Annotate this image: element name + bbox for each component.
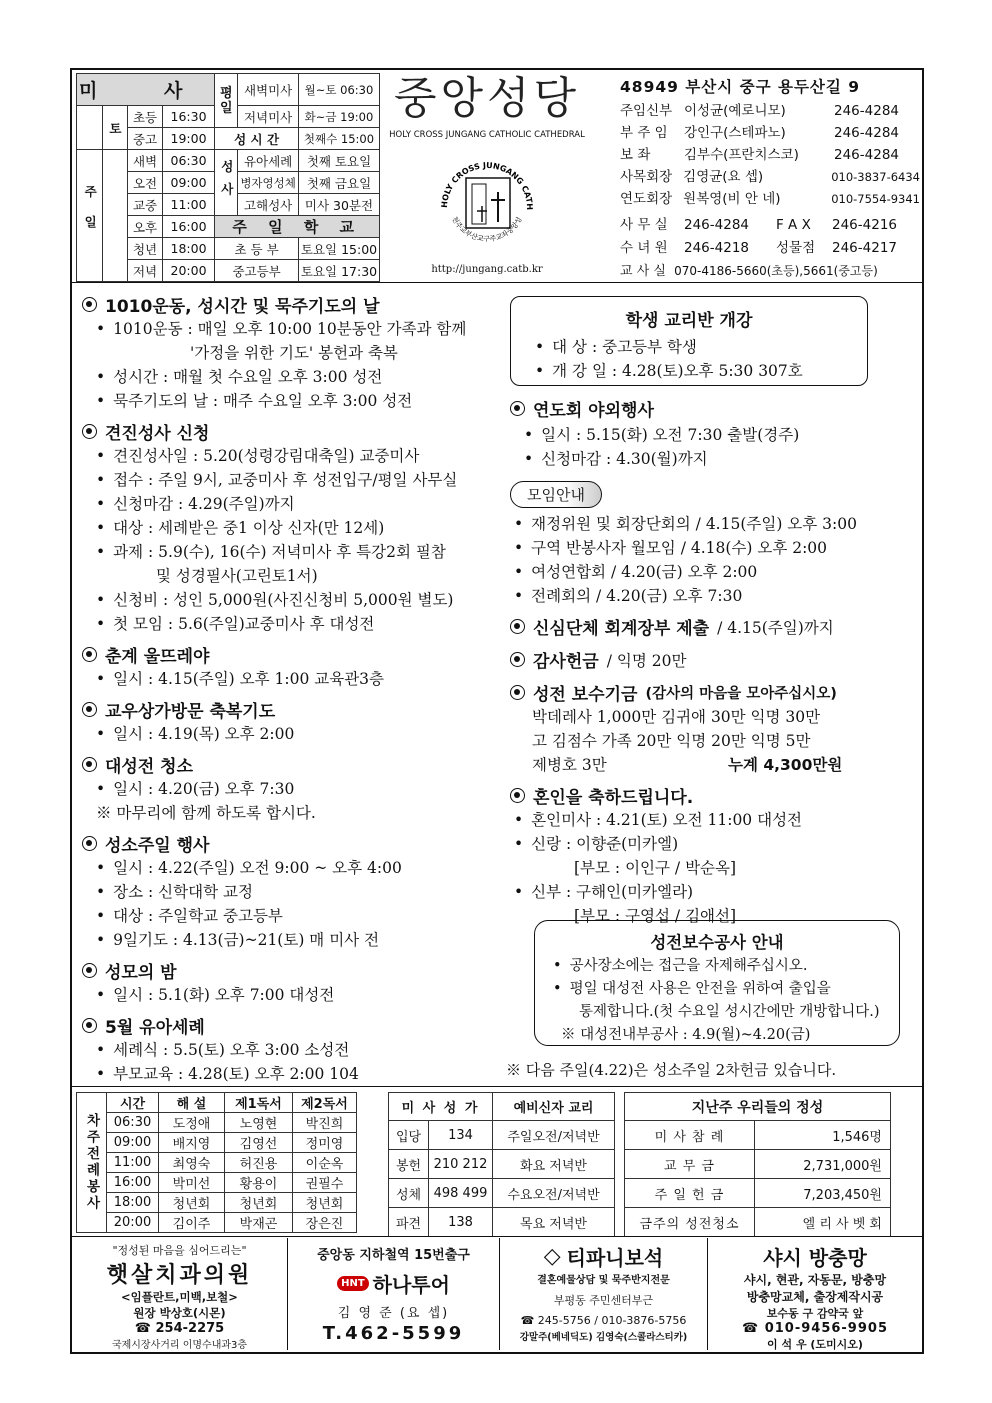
- offering-value: 엘 리 사 벳 회: [755, 1208, 891, 1237]
- section-item: • 과제 : 5.9(수), 16(수) 저녁미사 후 특강2회 필참: [96, 540, 502, 564]
- church-contacts: [620, 74, 920, 283]
- sunday-row-time: 11:00: [162, 194, 215, 216]
- ad-addr: 부평동 주민센터부근: [553, 1294, 654, 1307]
- section-item: • 접수 : 주일 9시, 교중미사 후 성전입구/평일 사무실: [96, 468, 502, 492]
- ad-phone: 245-5756 / 010-3876-5756: [537, 1314, 687, 1327]
- meeting-item: • 여성연합회 / 4.20(금) 오후 2:00: [514, 560, 910, 584]
- wedding-title: 혼인을 축하드립니다.: [510, 783, 910, 808]
- holy-hour-time: 첫째수 15:00: [298, 128, 379, 150]
- section-item: • 신청마감 : 4.29(주일)까지: [96, 492, 502, 516]
- staff-name: 김영균(요 셉): [683, 169, 764, 185]
- svg-text:HOLY CROSS JUNGANG CATHOLIC CA: [432, 148, 534, 210]
- classroom-phone: [620, 260, 920, 283]
- section-title: [82, 1013, 502, 1038]
- construction-title: 성전보수공사 안내: [650, 933, 784, 952]
- table-row: [77, 1133, 357, 1153]
- choir-cell: 입당: [389, 1121, 429, 1150]
- section-item: • 대상 : 세례받은 중1 이상 신자(만 12세): [96, 516, 502, 540]
- section-item: • 대상 : 주일학교 중고등부: [96, 904, 502, 928]
- table-row: [77, 1213, 357, 1233]
- ad-name: 티파니보석: [566, 1246, 664, 1270]
- table-row: [77, 1113, 357, 1133]
- contact-phone: 246-4284: [684, 217, 749, 233]
- choir-cell: 파견: [389, 1208, 429, 1237]
- table-row: [625, 1121, 891, 1150]
- contact-list: [620, 214, 920, 260]
- roster-header: 제2독서: [293, 1093, 357, 1113]
- offering-label: 주 일 헌 금: [625, 1179, 755, 1208]
- sunday-school-time: 토요일 17:30: [298, 260, 379, 282]
- staff-row: [620, 122, 920, 144]
- sacrament-time: 첫째 토요일: [298, 150, 379, 172]
- offering-title: 지난주 우리들의 정성: [625, 1093, 891, 1121]
- roster-cell: 16:00: [107, 1173, 159, 1193]
- table-row: [389, 1121, 615, 1150]
- ad-phone: 254-2275: [155, 1321, 225, 1336]
- sacrament-time: 첫째 금요일: [298, 172, 379, 194]
- sat-row-time: 19:00: [162, 128, 215, 150]
- roster-cell: 배지영: [159, 1133, 225, 1153]
- choir-cell: 목요 저녁반: [493, 1208, 615, 1237]
- choir-cell: 498 499: [429, 1179, 493, 1208]
- staff-name: 강인구(스테파노): [684, 125, 786, 141]
- circle-bullet-icon: [82, 1018, 97, 1033]
- roster-cell: 김이주: [159, 1213, 225, 1233]
- choir-cell: 134: [429, 1121, 493, 1150]
- staff-phone: 010-7554-9341: [831, 192, 920, 206]
- circle-bullet-icon: [82, 424, 97, 439]
- repair-fund-line: 제병호 3만 누계 4,300만원: [532, 753, 910, 777]
- section-title-text: 1010운동, 성시간 및 묵주기도의 날: [105, 297, 380, 317]
- section-item: • 부모교육 : 4.28(토) 오후 2:00 104: [96, 1062, 502, 1086]
- section-item: • 첫 모임 : 5.6(주일)교중미사 후 대성전: [96, 612, 502, 636]
- choir-cell: 138: [429, 1208, 493, 1237]
- table-row: [77, 1193, 357, 1213]
- weekday-mass-time: 월~토 06:30: [298, 74, 379, 106]
- contact-row: [620, 237, 920, 260]
- circle-bullet-icon: [82, 963, 97, 978]
- ad-person: 김 영 준 (요 셉): [337, 1306, 450, 1321]
- contact-phone: 246-4216: [832, 217, 897, 233]
- catechism-item: • 대 상 : 중고등부 학생: [535, 335, 867, 359]
- ad-phone: T.462-5599: [322, 1323, 465, 1344]
- circle-bullet-icon: [510, 619, 525, 634]
- contact-phone: 246-4217: [832, 240, 897, 256]
- section-item: • 신청비 : 성인 5,000원(사진신청비 5,000원 별도): [96, 588, 502, 612]
- table-row: [625, 1179, 891, 1208]
- contact-label: 성물점: [776, 240, 816, 256]
- meeting-item: • 재정위원 및 회장단회의 / 4.15(주일) 오후 3:00: [514, 512, 910, 536]
- repair-fund-title: 성전 보수기금 (감사의 마음을 모아주십시오): [510, 680, 910, 705]
- roster-cell: 도정애: [159, 1113, 225, 1133]
- repair-fund-line: 박데레사 1,000만 김귀애 30만 익명 30만: [532, 708, 821, 726]
- sunday-row-name: 저녁: [128, 260, 162, 282]
- choir-cell: 화요 저녁반: [493, 1150, 615, 1179]
- classroom-label: 교 사 실: [620, 264, 666, 279]
- holy-hour-label: 성 시 간: [215, 128, 299, 150]
- staff-role: 보 좌: [620, 147, 651, 163]
- offering-table: [624, 1092, 891, 1237]
- sacrament-name: 병자영성체: [238, 172, 299, 194]
- sunday-row-time: 06:30: [162, 150, 215, 172]
- section-title: [82, 642, 502, 667]
- staff-role: 연도회장: [620, 191, 673, 207]
- section-title-text: 5월 유아세례: [105, 1018, 205, 1038]
- meeting-item: • 전례회의 / 4.20(금) 오후 7:30: [514, 584, 910, 608]
- sunday-school-label: 주 일 학 교: [215, 216, 380, 238]
- section-item: • 세례식 : 5.5(토) 오후 3:00 소성전: [96, 1038, 502, 1062]
- ad-name: 샤시 방충망: [763, 1246, 867, 1270]
- table-row: [389, 1208, 615, 1237]
- construction-item: • 평일 대성전 사용은 안전을 위하여 출입을: [553, 978, 899, 1001]
- seal-korean-text: 천주교부산교구주교좌중앙성: [450, 215, 524, 244]
- roster-cell: 청년회: [293, 1193, 357, 1213]
- roster-cell: 박재곤: [225, 1213, 293, 1233]
- roster-cell: 정미영: [293, 1133, 357, 1153]
- seal-english-text: HOLY CROSS JUNGANG CATH: [439, 160, 535, 211]
- wedding-item: • 신랑 : 이향준(미카엘): [514, 832, 910, 856]
- circle-bullet-icon: [510, 788, 525, 803]
- sunday-row-name: 청년: [128, 238, 162, 260]
- table-row: [389, 1150, 615, 1179]
- staff-phone: 246-4284: [834, 147, 899, 163]
- catechumen-header: 예비신자 교리: [493, 1093, 615, 1121]
- offering-value: 7,203,450원: [755, 1179, 891, 1208]
- roster-cell: 박진희: [293, 1113, 357, 1133]
- section-item: • 일시 : 4.20(금) 오후 7:30: [96, 777, 502, 801]
- left-news-column: [82, 292, 502, 1086]
- ad-person: 이 석 우 (도미시오): [767, 1338, 863, 1351]
- section-title-text: 교우상가방문 축복기도: [105, 702, 276, 722]
- choir-cell: 성체: [389, 1179, 429, 1208]
- contact-label: 사 무 실: [620, 217, 668, 233]
- sunday-row-name: 오전: [128, 172, 162, 194]
- section-item: • 일시 : 4.15(주일) 오후 1:00 교육관3층: [96, 667, 502, 691]
- circle-bullet-icon: [82, 702, 97, 717]
- roster-side-label: 차주전례봉사: [77, 1093, 107, 1233]
- wedding-item: • 혼인미사 : 4.21(토) 오전 11:00 대성전: [514, 808, 910, 832]
- sunday-row-name: 새벽: [128, 150, 162, 172]
- classroom-value: 070-4186-5660(초등),5661(중고등): [674, 264, 878, 278]
- phone-icon: ☎: [134, 1321, 156, 1336]
- section-item: • 9일기도 : 4.13(금)~21(토) 매 미사 전: [96, 928, 502, 952]
- next-week-notice: ※ 다음 주일(4.22)은 성소주일 2차헌금 있습니다.: [506, 1061, 837, 1079]
- sunday-row-time: 09:00: [162, 172, 215, 194]
- weekday-mass-name: 저녁미사: [238, 106, 299, 128]
- church-address: 48949 부산시 중구 용두산길 9: [620, 78, 861, 96]
- staff-list: [620, 100, 920, 210]
- section-item: • 일시 : 4.22(주일) 오전 9:00 ~ 오후 4:00: [96, 856, 502, 880]
- ad-window-screen: [708, 1238, 922, 1350]
- section-title-text: 춘계 울뜨레야: [105, 647, 210, 667]
- construction-item: 통제합니다.(첫 수요일 성시간에만 개방합니다.): [579, 1004, 880, 1020]
- roster-cell: 허진용: [225, 1153, 293, 1173]
- wedding-parents: [부모 : 구영섭 / 김애선]: [574, 907, 737, 925]
- church-title: 중앙성당: [393, 73, 580, 124]
- staff-role: 사목회장: [620, 169, 673, 185]
- section-item: • 1010운동 : 매일 오후 10:00 10분동안 가족과 함께: [96, 317, 502, 341]
- circle-bullet-icon: [510, 652, 525, 667]
- roster-cell: 청년회: [225, 1193, 293, 1213]
- table-row: [77, 1173, 357, 1193]
- ad-dental: [72, 1238, 288, 1350]
- offering-label: 미 사 참 례: [625, 1121, 755, 1150]
- roster-header: 제1독서: [225, 1093, 293, 1113]
- mass-title: 미 사: [77, 74, 215, 106]
- section-item: ※ 마무리에 함께 하도록 합시다.: [96, 804, 316, 822]
- diamond-icon: ◇: [543, 1244, 561, 1269]
- choir-cell: 주일오전/저녁반: [493, 1121, 615, 1150]
- phone-icon: ☎: [741, 1321, 765, 1336]
- catechism-box: [510, 296, 868, 386]
- staff-name: 이성균(예로니모): [684, 103, 786, 119]
- section-title-text: 견진성사 신청: [105, 424, 210, 444]
- repair-fund-total: 누계 4,300만원: [728, 756, 843, 774]
- construction-item: • 공사장소에는 접근을 자제해주십시오.: [553, 955, 899, 978]
- choir-cell: 210 212: [429, 1150, 493, 1179]
- choir-cell: 봉헌: [389, 1150, 429, 1179]
- staff-role: 주임신부: [620, 103, 673, 119]
- church-url[interactable]: http://jungang.catb.kr: [431, 264, 543, 275]
- roster-cell: 박미선: [159, 1173, 225, 1193]
- wedding-item: • 신부 : 구해인(미카엘라): [514, 880, 910, 904]
- section-item: • 견진성사일 : 5.20(성령강림대축일) 교중미사: [96, 444, 502, 468]
- section-title: [82, 292, 502, 317]
- circle-bullet-icon: [510, 401, 525, 416]
- repair-fund-line: 고 김점수 가족 20만 익명 20만 익명 5만: [532, 732, 811, 750]
- outing-title: 연도회 야외행사: [510, 396, 910, 421]
- section-title-text: 성모의 밤: [105, 963, 177, 983]
- staff-name: 김부수(프란치스코): [684, 147, 799, 163]
- construction-item: ※ 대성전내부공사 : 4.9(월)~4.20(금): [561, 1027, 811, 1043]
- roster-cell: 18:00: [107, 1193, 159, 1213]
- contact-label: 수 녀 원: [620, 240, 668, 256]
- sunday-row-name: 교중: [128, 194, 162, 216]
- ad-name: 하나투어: [372, 1273, 450, 1297]
- sunday-row-name: 오후: [128, 216, 162, 238]
- choir-cell: 수요오전/저녁반: [493, 1179, 615, 1208]
- circle-bullet-icon: [510, 685, 525, 700]
- ad-sub: <임플란트,미백,보철>: [121, 1290, 238, 1304]
- offering-label: 교 무 금: [625, 1150, 755, 1179]
- ad-person: 강말주(베네딕도) 김영숙(스콜라스티카): [519, 1332, 688, 1343]
- staff-row: [620, 100, 920, 122]
- section-title: [82, 752, 502, 777]
- sat-row-name: 중고: [128, 128, 162, 150]
- roster-cell: 김영선: [225, 1133, 293, 1153]
- service-roster: [76, 1092, 357, 1233]
- sat-row-time: 16:30: [162, 106, 215, 128]
- sunday-school-name: 초 등 부: [215, 238, 299, 260]
- table-row: [625, 1208, 891, 1237]
- thanks-title: 감사헌금 / 익명 20만: [510, 647, 910, 672]
- section-title: [82, 831, 502, 856]
- contact-phone: 246-4218: [684, 240, 749, 256]
- staff-phone: 010-3837-6434: [831, 170, 920, 184]
- phone-icon: ☎: [520, 1314, 538, 1327]
- sunday-school-name: 중고등부: [215, 260, 299, 282]
- contact-label: F A X: [776, 217, 811, 233]
- section-title-text: 대성전 청소: [105, 757, 194, 777]
- staff-role: 부 주 임: [620, 125, 668, 141]
- section-item: • 일시 : 4.19(목) 오후 2:00: [96, 722, 502, 746]
- construction-notice-box: [534, 920, 900, 1046]
- roster-cell: 노영현: [225, 1113, 293, 1133]
- ad-person: 원장 박상호(시몬): [133, 1306, 226, 1320]
- staff-row: [620, 144, 920, 166]
- sacrament-name: 고해성사: [238, 194, 299, 216]
- bulletin-page: [70, 68, 924, 1354]
- ad-name: 햇살치과의원: [106, 1263, 253, 1288]
- sacrament-name: 유아세례: [238, 150, 299, 172]
- church-title-block: [372, 72, 602, 275]
- roster-cell: 황용이: [225, 1173, 293, 1193]
- sunday-row-time: 16:00: [162, 216, 215, 238]
- roster-cell: 청년회: [159, 1193, 225, 1213]
- roster-cell: 09:00: [107, 1133, 159, 1153]
- offering-value: 2,731,000원: [755, 1150, 891, 1179]
- roster-header: 시간: [107, 1093, 159, 1113]
- ad-sub: 결혼예물상담 및 묵주반지전문: [537, 1275, 670, 1286]
- circle-bullet-icon: [82, 757, 97, 772]
- section-item: • 묵주기도의 날 : 매주 수요일 오후 3:00 성전: [96, 389, 502, 413]
- catechism-title: 학생 교리반 개강: [625, 311, 753, 331]
- roster-header: 해 설: [159, 1093, 225, 1113]
- sunday-row-time: 20:00: [162, 260, 215, 282]
- table-row: [389, 1179, 615, 1208]
- saturday-label: 토: [103, 106, 128, 150]
- ad-addr: 국제시장사거리 이명수내과3층: [111, 1340, 248, 1351]
- circle-bullet-icon: [82, 836, 97, 851]
- section-item: 및 성경필사(고린토1서): [156, 567, 318, 585]
- roster-cell: 최영숙: [159, 1153, 225, 1173]
- roster-cell: 11:00: [107, 1153, 159, 1173]
- ledger-title: 신심단체 회계장부 제출 / 4.15(주일)까지: [510, 614, 910, 639]
- church-subtitle: HOLY CROSS JUNGANG CATHOLIC CATHEDRAL: [389, 130, 585, 140]
- staff-row: [620, 166, 920, 188]
- ad-tagline: "정성된 마음을 심어드리는": [112, 1244, 247, 1257]
- right-news-column: [510, 396, 910, 928]
- sunday-school-time: 토요일 15:00: [298, 238, 379, 260]
- wedding-parents: [부모 : 이인구 / 박순옥]: [574, 859, 737, 877]
- ad-phone: 010-9456-9905: [764, 1321, 888, 1336]
- staff-phone: 246-4284: [834, 103, 899, 119]
- table-row: [77, 1153, 357, 1173]
- choir-header: 미 사 성 가: [389, 1093, 493, 1121]
- ad-addr: 보수동 구 감약국 앞: [766, 1307, 864, 1320]
- weekday-mass-name: 새벽미사: [238, 74, 299, 106]
- offering-value: 1,546명: [755, 1121, 891, 1150]
- church-seal: [432, 148, 542, 258]
- table-row: [625, 1150, 891, 1179]
- section-item: '가정을 위한 기도' 봉헌과 축복: [190, 344, 398, 362]
- catechism-item: • 개 강 일 : 4.28(토)오후 5:30 307호: [535, 359, 867, 383]
- contact-row: [620, 214, 920, 237]
- roster-cell: 권필수: [293, 1173, 357, 1193]
- sacrament-label: 성사: [215, 150, 238, 216]
- section-item: • 일시 : 5.1(화) 오후 7:00 대성전: [96, 983, 502, 1007]
- circle-bullet-icon: [82, 647, 97, 662]
- meetings-tab: [510, 481, 602, 508]
- outing-item: • 신청마감 : 4.30(월)까지: [524, 447, 910, 471]
- weekday-mass-time: 화~금 19:00: [298, 106, 379, 128]
- mass-schedule: [76, 73, 380, 282]
- weekday-label: 평일: [215, 74, 238, 128]
- roster-cell: 20:00: [107, 1213, 159, 1233]
- ad-jewelry: [500, 1238, 708, 1350]
- ad-travel: [288, 1238, 500, 1350]
- sat-row-name: 초등: [128, 106, 162, 128]
- staff-name: 원복영(비 안 네): [683, 191, 781, 207]
- sunday-row-time: 18:00: [162, 238, 215, 260]
- roster-cell: 이순옥: [293, 1153, 357, 1173]
- hanatour-logo-icon: HNT: [337, 1276, 369, 1291]
- ad-sub: 샤시, 현관, 자동문, 방충망: [743, 1273, 887, 1287]
- choir-catechumen-table: [388, 1092, 615, 1237]
- ad-top: 중앙동 지하철역 15번출구: [317, 1248, 470, 1263]
- offering-label: 금주의 성전청소: [625, 1208, 755, 1237]
- section-title: [82, 958, 502, 983]
- sunday-label: 주일: [77, 150, 103, 282]
- section-title-text: 성소주일 행사: [105, 836, 210, 856]
- section-item: • 성시간 : 매월 첫 수요일 오후 3:00 성전: [96, 365, 502, 389]
- roster-cell: 장은진: [293, 1213, 357, 1233]
- ad-sub: 방충망교체, 출장제작시공: [746, 1290, 884, 1304]
- staff-phone: 246-4284: [834, 125, 899, 141]
- sacrament-time: 미사 30분전: [298, 194, 379, 216]
- section-title: [82, 419, 502, 444]
- meeting-item: • 구역 반봉사자 월모임 / 4.18(수) 오후 2:00: [514, 536, 910, 560]
- circle-bullet-icon: [82, 297, 97, 312]
- section-item: • 장소 : 신학대학 교정: [96, 880, 502, 904]
- staff-row: [620, 188, 920, 210]
- roster-cell: 06:30: [107, 1113, 159, 1133]
- section-title: [82, 697, 502, 722]
- outing-item: • 일시 : 5.15(화) 오전 7:30 출발(경주): [524, 423, 910, 447]
- meetings-label: 모임안내: [527, 486, 585, 504]
